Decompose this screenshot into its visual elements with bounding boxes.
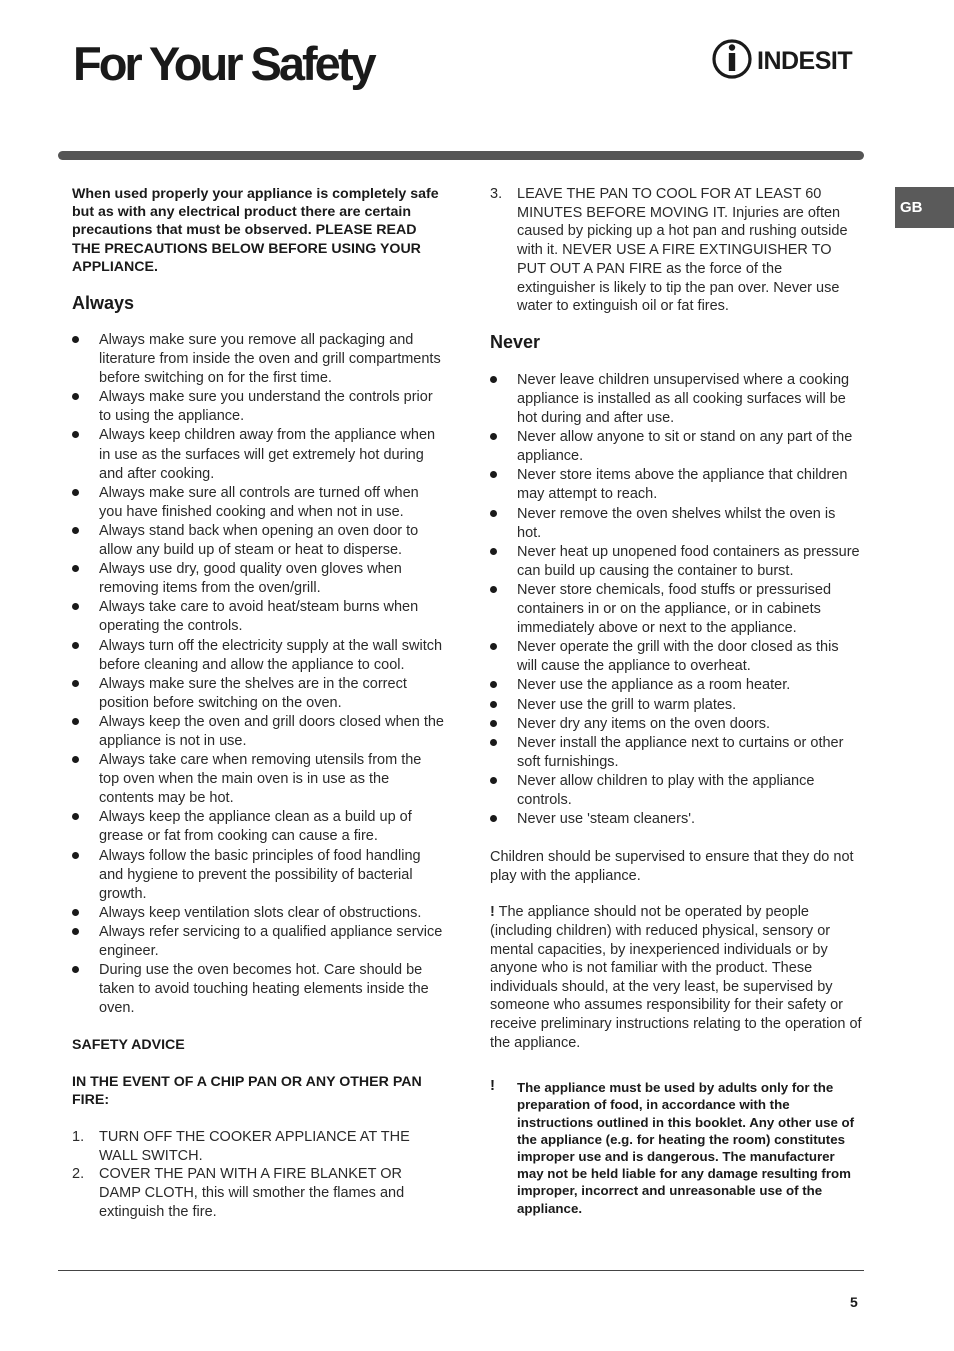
never-item-text: Never store chemicals, food stuffs or pressurised containers in or on the appliance, or in cabinets immediately above or next to the appliance. xyxy=(517,581,832,637)
never-list xyxy=(490,371,862,829)
step-text: LEAVE THE PAN TO COOL FOR AT LEAST 60 MINUTES BEFORE MOVING IT. Injuries are often caused by picking up a hot pan and rushing outside with it. NEVER USE A FIRE EXTINGUISHER TO PUT OUT A PAN FIRE as the force of the extinguisher is likely to tip the pan over. Never use water to extinguish oil or fat fires. xyxy=(517,186,848,315)
always-item xyxy=(72,904,444,923)
never-item-text: Never use the appliance as a room heater. xyxy=(517,677,791,694)
bullet-icon xyxy=(72,565,79,572)
never-item-text: Never heat up unopened food containers as pressure can build up causing the container to burst. xyxy=(517,543,860,579)
bullet-icon xyxy=(72,431,79,438)
page-number: 5 xyxy=(850,1294,858,1310)
never-item-text: Never install the appliance next to curtains or other soft furnishings. xyxy=(517,734,844,770)
bullet-icon xyxy=(72,393,79,400)
step-item xyxy=(72,1128,444,1165)
never-item xyxy=(490,466,862,504)
pan-fire-steps xyxy=(72,1128,444,1222)
children-note: Children should be supervised to ensure that they do not play with the appliance. xyxy=(490,849,854,884)
always-item-text: Always make sure the shelves are in the correct position before switching on the oven. xyxy=(99,675,407,711)
never-item xyxy=(490,772,862,810)
step-number: 3. xyxy=(490,186,503,202)
never-item-text: Never allow children to play with the appliance controls. xyxy=(517,772,815,808)
always-item-text: Always make sure all controls are turned off when you have finished cooking and when not in use. xyxy=(99,484,419,520)
never-item-text: Never leave children unsupervised where a cooking appliance is installed as all cooking surfaces will be hot during and after use. xyxy=(517,371,850,427)
pan-fire-steps-continued xyxy=(490,185,862,316)
step-number: 1. xyxy=(72,1128,85,1145)
bullet-icon xyxy=(72,909,79,916)
bullet-icon xyxy=(490,548,497,555)
never-item xyxy=(490,428,862,466)
step-text: COVER THE PAN WITH A FIRE BLANKET OR DAMP CLOTH, this will smother the flames and extinguish the fire. xyxy=(99,1166,405,1220)
always-item xyxy=(72,675,444,713)
never-item xyxy=(490,505,862,543)
always-item-text: Always keep ventilation slots clear of obstructions. xyxy=(99,904,422,921)
always-heading: Always xyxy=(72,293,135,314)
never-item-text: Never use the grill to warm plates. xyxy=(517,696,737,713)
always-item xyxy=(72,808,444,846)
never-item-text: Never dry any items on the oven doors. xyxy=(517,715,771,732)
always-item-text: Always make sure you understand the controls prior to using the appliance. xyxy=(99,389,433,425)
always-item xyxy=(72,598,444,636)
footer-rule xyxy=(58,1270,864,1271)
never-item xyxy=(490,543,862,581)
svg-text:INDESIT: INDESIT xyxy=(757,47,853,75)
never-item xyxy=(490,676,862,695)
never-item-text: Never remove the oven shelves whilst the oven is hot. xyxy=(517,505,836,541)
bullet-icon xyxy=(490,681,497,688)
always-item-text: Always keep the appliance clean as a build up of grease or fat from cooking can cause a fire. xyxy=(99,809,412,845)
bullet-icon xyxy=(72,852,79,859)
step-text: TURN OFF THE COOKER APPLIANCE AT THE WALL SWITCH. xyxy=(99,1128,410,1164)
bullet-icon xyxy=(490,376,497,383)
step-item xyxy=(490,185,862,316)
always-item xyxy=(72,484,444,522)
always-item xyxy=(72,923,444,961)
always-item xyxy=(72,331,444,388)
always-item xyxy=(72,713,444,751)
always-item-text: Always turn off the electricity supply at the wall switch before cleaning and allow the appliance to cool. xyxy=(99,637,443,673)
always-item-text: Always take care to avoid heat/steam burns when operating the controls. xyxy=(99,599,419,635)
bullet-icon xyxy=(72,680,79,687)
bullet-icon xyxy=(72,718,79,725)
step-number: 2. xyxy=(72,1166,85,1183)
bullet-icon xyxy=(72,928,79,935)
bullet-icon xyxy=(490,433,497,440)
bullet-icon xyxy=(72,336,79,343)
bullet-icon xyxy=(490,739,497,746)
warning-capacities-text: The appliance should not be operated by people (including children) with reduced physical, sensory or mental capacities, by inexperienced individuals or by anyone who is not familiar with the product. These individuals should, at the very least, be supervised by someone who assumes responsibility for their safety or receive preliminary instructions relating to the operation of the appliance. xyxy=(490,904,862,1051)
always-item-text: Always keep the oven and grill doors closed when the appliance is not in use. xyxy=(99,713,444,749)
bullet-icon xyxy=(490,586,497,593)
never-item-text: Never use 'steam cleaners'. xyxy=(517,811,696,828)
bullet-icon xyxy=(490,777,497,784)
language-tab: GB xyxy=(895,187,954,228)
always-item-text: Always take care when removing utensils from the top oven when the main oven is in use as the contents may be hot. xyxy=(99,752,422,807)
bullet-icon xyxy=(490,471,497,478)
always-item xyxy=(72,522,444,560)
always-item-text: Always use dry, good quality oven gloves when removing items from the oven/grill. xyxy=(99,561,402,597)
always-item-text: Always refer servicing to a qualified appliance service engineer. xyxy=(99,923,443,960)
never-item xyxy=(490,638,862,676)
bullet-icon xyxy=(490,720,497,727)
always-item xyxy=(72,388,444,426)
never-item-text: Never operate the grill with the door closed as this will cause the appliance to overheat. xyxy=(517,639,839,675)
page-title: For Your Safety xyxy=(73,37,374,90)
bullet-icon xyxy=(490,510,497,517)
safety-advice-heading: SAFETY ADVICE xyxy=(72,1037,185,1054)
never-item xyxy=(490,371,862,428)
always-item xyxy=(72,847,444,904)
always-item xyxy=(72,961,444,1018)
never-heading: Never xyxy=(490,331,541,352)
never-item xyxy=(490,810,862,829)
always-item-text: Always keep children away from the appliance when in use as the surfaces will get extremely hot during and after cooking. xyxy=(99,427,436,482)
header-rule xyxy=(58,151,864,160)
bullet-icon xyxy=(72,756,79,763)
bullet-icon xyxy=(490,701,497,708)
warning-mark: ! xyxy=(490,1077,495,1095)
never-item xyxy=(490,696,862,715)
step-item xyxy=(72,1165,444,1221)
bullet-icon xyxy=(72,489,79,496)
never-item-text: Never allow anyone to sit or stand on any part of the appliance. xyxy=(517,429,853,465)
bullet-icon xyxy=(72,966,79,973)
left-column xyxy=(72,185,444,1221)
warning-capacities xyxy=(490,903,862,1052)
always-item-text: Always make sure you remove all packaging and literature from inside the oven and grill compartments before switching on for the first time. xyxy=(99,332,441,387)
always-item xyxy=(72,751,444,808)
right-column xyxy=(490,185,862,1217)
bullet-icon xyxy=(490,815,497,822)
bullet-icon xyxy=(72,603,79,610)
intro-text: When used properly your appliance is completely safe but as with any electrical product there are certain precautions that must be observed. PLEASE READ THE PRECAUTIONS BELOW BEFORE USING YOUR APPLIANCE. xyxy=(72,186,439,275)
bullet-icon xyxy=(72,813,79,820)
never-item xyxy=(490,581,862,638)
always-item-text: During use the oven becomes hot. Care should be taken to avoid touching heating elements inside the oven. xyxy=(99,962,429,1017)
always-item-text: Always follow the basic principles of food handling and hygiene to prevent the possibility of bacterial growth. xyxy=(99,847,421,902)
bullet-icon xyxy=(490,643,497,650)
pan-fire-heading: IN THE EVENT OF A CHIP PAN OR ANY OTHER PAN FIRE: xyxy=(72,1073,422,1109)
always-item xyxy=(72,637,444,675)
always-item xyxy=(72,426,444,483)
always-item xyxy=(72,560,444,598)
warning-adult-use xyxy=(490,1079,862,1217)
warning-adult-use-text: The appliance must be used by adults only for the preparation of food, in accordance with the instructions outlined in this booklet. Any other use of the appliance (e.g. for heating the room) constitutes improper use and is dangerous. The manufacturer may not be held liable for any damage resulting from improper, incorrect and unreasonable use of the appliance. xyxy=(517,1080,855,1216)
never-item xyxy=(490,715,862,734)
bullet-icon xyxy=(72,527,79,534)
never-item xyxy=(490,734,862,772)
indesit-logo xyxy=(712,38,864,80)
never-item-text: Never store items above the appliance that children may attempt to reach. xyxy=(517,467,848,503)
bullet-icon xyxy=(72,642,79,649)
always-item-text: Always stand back when opening an oven door to allow any build up of steam or heat to disperse. xyxy=(99,522,419,559)
always-list xyxy=(72,331,444,1018)
warning-mark: ! xyxy=(490,904,495,921)
